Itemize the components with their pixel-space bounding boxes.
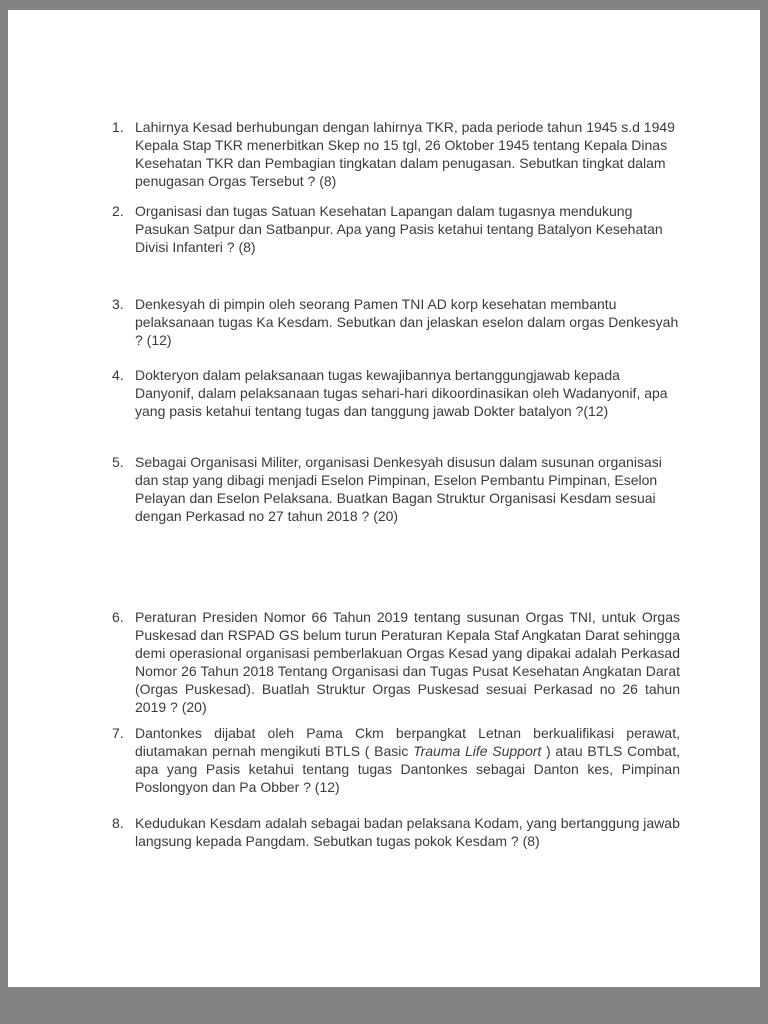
question-number: 3. <box>112 296 124 312</box>
question-number: 8. <box>112 815 124 831</box>
question-number: 1. <box>112 119 124 135</box>
question-text: Kedudukan Kesdam adalah sebagai badan pelaksana Kodam, yang bertanggung jawab langsung kepada Pangdam. Sebutkan tugas pokok Kesdam ? (8) <box>135 815 680 849</box>
question-text: Organisasi dan tugas Satuan Kesehatan Lapangan dalam tugasnya mendukung Pasukan Satpur dan Satbanpur. Apa yang Pasis ketahui tentang Batalyon Kesehatan Divisi Infanteri ? (8) <box>135 203 663 255</box>
question-number: 5. <box>112 454 124 470</box>
question-text: Peraturan Presiden Nomor 66 Tahun 2019 tentang susunan Orgas TNI, untuk Orgas Puskesad dan RSPAD GS belum turun Peraturan Kepala Staf Angkatan Darat sehingga demi operasional organisasi pemberlakuan Orgas Kesad yang dipakai adalah Perkasad Nomor 26 Tahun 2018 Tentang Organisasi dan Tugas Pusat Kesehatan Angkatan Darat (Orgas Puskesad). Buatlah Struktur Orgas Puskesad sesuai Perkasad no 26 tahun 2019 ? (20) <box>135 609 680 715</box>
question-text-italic-segment: Trauma Life Support <box>413 743 542 759</box>
question-number: 4. <box>112 367 124 383</box>
question-text: Lahirnya Kesad berhubungan dengan lahirnya TKR, pada periode tahun 1945 s.d 1949 Kepala Stap TKR menerbitkan Skep no 15 tgl, 26 Oktober 1945 tentang Kepala Dinas Kesehatan TKR dan Pembagian tingkatan dalam penugasan. Sebutkan tingkat dalam penugasan Orgas Tersebut ? (8) <box>135 119 675 189</box>
question-number: 2. <box>112 203 124 219</box>
question-item <box>112 202 684 256</box>
question-item <box>112 814 684 850</box>
question-item <box>112 453 684 525</box>
question-text: Dokteryon dalam pelaksanaan tugas kewajibannya bertanggungjawab kepada Danyonif, dalam pelaksanaan tugas sehari-hari dikoordinasikan oleh Wadanyonif, apa yang pasis ketahui tentang tugas dan tanggung jawab Dokter batalyon ?(12) <box>135 367 668 419</box>
question-text: Sebagai Organisasi Militer, organisasi Denkesyah disusun dalam susunan organisasi dan stap yang dibagi menjadi Eselon Pimpinan, Eselon Pembantu Pimpinan, Eselon Pelayan dan Eselon Pelaksana. Buatkan Bagan Struktur Organisasi Kesdam sesuai dengan Perkasad no 27 tahun 2018 ? (20) <box>135 454 662 524</box>
question-text-segment: ) atau BTLS Combat, apa yang Pasis ketahui tentang tugas Dantonkes sebagai Danton kes, Pimpinan Poslongyon dan Pa Obber ? (12) <box>135 743 680 795</box>
question-item <box>112 366 684 420</box>
question-number: 7. <box>112 725 124 741</box>
question-item <box>112 118 684 190</box>
question-number: 6. <box>112 609 124 625</box>
question-item <box>112 608 684 716</box>
document-page <box>8 10 760 987</box>
question-text: Denkesyah di pimpin oleh seorang Pamen TNI AD korp kesehatan membantu pelaksanaan tugas Ka Kesdam. Sebutkan dan jelaskan eselon dalam orgas Denkesyah ? (12) <box>135 296 679 348</box>
question-text <box>135 724 680 796</box>
question-item <box>112 724 684 796</box>
question-list <box>112 118 684 850</box>
question-text-segment: Dantonkes dijabat oleh Pama Ckm berpangkat Letnan berkualifikasi perawat, diutamakan pernah mengikuti BTLS ( Basic <box>135 725 680 759</box>
question-item <box>112 295 684 349</box>
